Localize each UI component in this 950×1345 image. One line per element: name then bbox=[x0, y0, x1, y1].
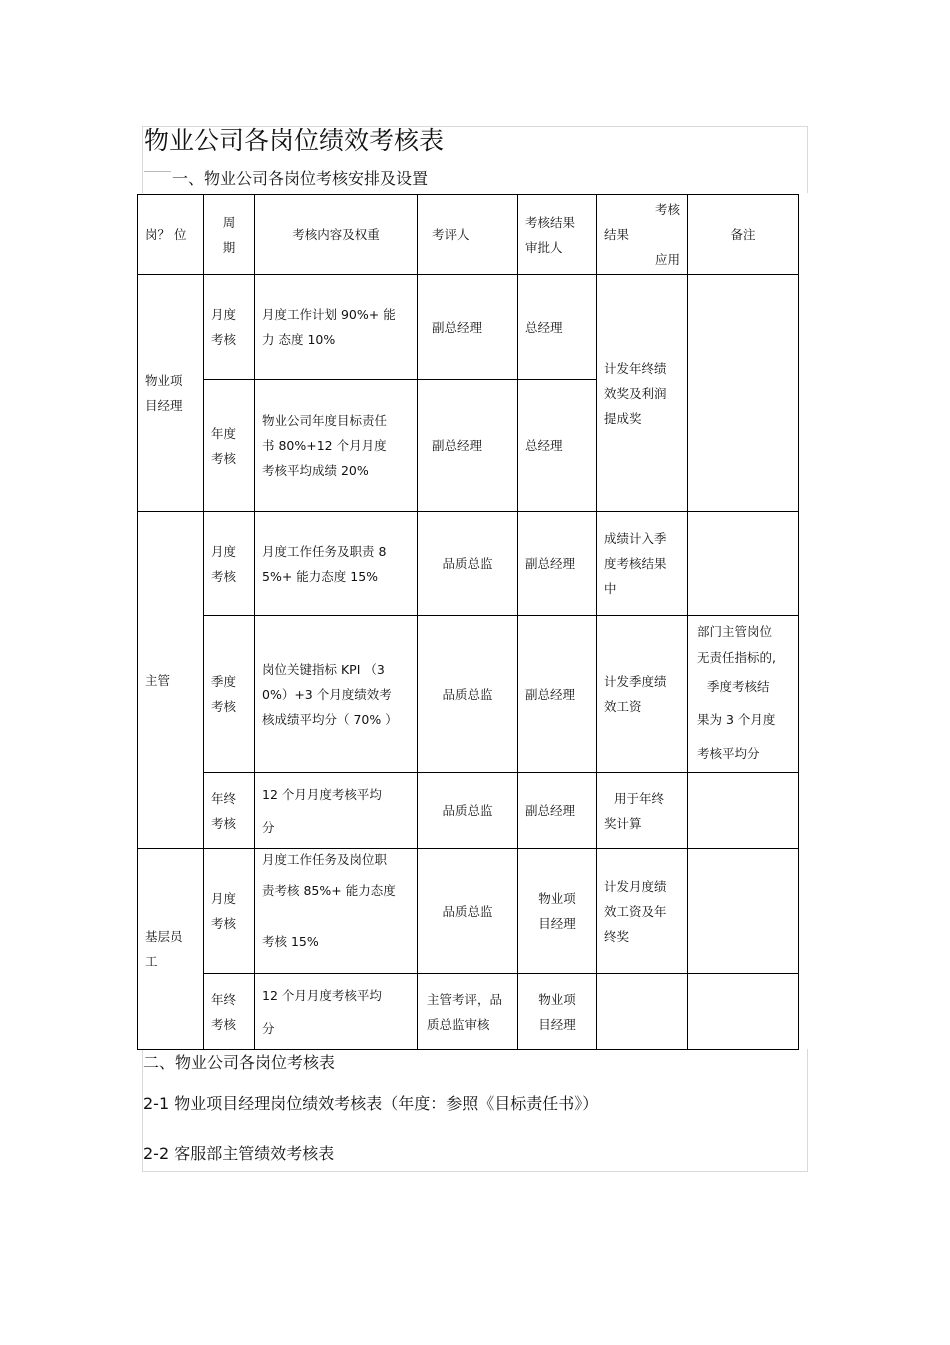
header-post: 岗？ 位 bbox=[138, 195, 204, 275]
result-line-2: 度考核结果 bbox=[604, 556, 667, 571]
result-line-2: 效工资 bbox=[604, 699, 642, 714]
approver-line-1: 物业项 bbox=[538, 891, 576, 906]
result-application-cell bbox=[597, 616, 688, 773]
approver-cell: 副总经理 bbox=[518, 616, 597, 773]
content-line-2: 力 态度 10% bbox=[262, 332, 336, 347]
content-cell bbox=[255, 849, 418, 974]
table-row bbox=[138, 773, 799, 849]
result-line-1: 计发年终绩 bbox=[604, 360, 667, 376]
remark-line-3: 季度考核结 bbox=[707, 678, 770, 694]
remark-cell bbox=[688, 275, 799, 512]
result-line-3: 提成奖 bbox=[604, 410, 642, 426]
evaluator-cell: 品质总监 bbox=[418, 773, 518, 849]
period-cell bbox=[204, 616, 255, 773]
content-cell bbox=[255, 380, 418, 512]
assessment-arrangement-table bbox=[137, 194, 799, 1050]
post-basic-staff bbox=[138, 849, 204, 1050]
period-line-1: 年终 bbox=[211, 790, 237, 806]
post-line-2: 工 bbox=[145, 954, 158, 969]
header-approver-line-1: 考核结果 bbox=[525, 214, 576, 230]
period-line-1: 月度 bbox=[211, 891, 237, 906]
approver-cell: 总经理 bbox=[518, 380, 597, 512]
period-line-2: 考核 bbox=[211, 332, 237, 347]
period-cell bbox=[204, 974, 255, 1050]
remark-cell bbox=[688, 849, 799, 974]
header-approver bbox=[518, 195, 597, 275]
content-line-1: 12 个月月度考核平均 bbox=[262, 987, 382, 1003]
header-period bbox=[204, 195, 255, 275]
approver-line-2: 目经理 bbox=[538, 1016, 576, 1032]
content-cell bbox=[255, 773, 418, 849]
period-cell bbox=[204, 512, 255, 616]
approver-cell bbox=[518, 849, 597, 974]
section-1-heading: 一、物业公司各岗位考核安排及设置 bbox=[172, 169, 429, 188]
content-line-1: 月度工作任务及职责 8 bbox=[262, 543, 387, 559]
result-line-2: 效奖及利润 bbox=[604, 385, 667, 401]
content-line-2: 分 bbox=[262, 819, 275, 835]
result-line-1: 计发月度绩 bbox=[604, 878, 667, 894]
content-cell bbox=[255, 275, 418, 380]
content-line-3: 考核 15% bbox=[262, 934, 319, 949]
period-line-1: 季度 bbox=[211, 674, 237, 689]
content-line-1: 月度工作计划 90%+ 能 bbox=[262, 307, 396, 322]
period-line-2: 考核 bbox=[211, 815, 237, 831]
period-cell bbox=[204, 275, 255, 380]
post-supervisor: 主管 bbox=[138, 512, 204, 849]
result-application-cell bbox=[597, 275, 688, 512]
period-line-1: 月度 bbox=[211, 543, 237, 559]
header-approver-line-2: 审批人 bbox=[525, 239, 563, 255]
section-2-heading: 二、物业公司各岗位考核表 bbox=[143, 1053, 336, 1072]
content-line-3: 核成绩平均分（ 70% ） bbox=[262, 711, 398, 727]
evaluator-cell: 品质总监 bbox=[418, 849, 518, 974]
result-line-3: 中 bbox=[604, 581, 617, 596]
approver-line-2: 目经理 bbox=[538, 916, 576, 931]
period-line-2: 考核 bbox=[211, 568, 237, 584]
period-line-2: 考核 bbox=[211, 1016, 237, 1032]
period-cell bbox=[204, 849, 255, 974]
content-line-2: 5%+ 能力态度 15% bbox=[262, 568, 379, 584]
content-line-2: 书 80%+12 个月月度 bbox=[262, 438, 387, 453]
content-line-2: 责考核 85%+ 能力态度 bbox=[262, 883, 396, 898]
evaluator-cell: 品质总监 bbox=[418, 616, 518, 773]
remark-cell bbox=[688, 773, 799, 849]
period-line-1: 年度 bbox=[211, 425, 237, 441]
header-result-line-2: 结果 bbox=[604, 227, 630, 242]
approver-cell: 总经理 bbox=[518, 275, 597, 380]
header-row bbox=[138, 195, 799, 275]
period-cell bbox=[204, 773, 255, 849]
remark-line-5: 考核平均分 bbox=[697, 745, 760, 761]
period-line-2: 考核 bbox=[211, 699, 237, 714]
result-line-1: 用于年终 bbox=[614, 790, 665, 806]
approver-cell: 副总经理 bbox=[518, 512, 597, 616]
heading-rule bbox=[144, 171, 171, 172]
content-line-2: 0%）+3 个月度绩效考 bbox=[262, 686, 392, 702]
remark-line-1: 部门主管岗位 bbox=[697, 623, 773, 639]
approver-cell bbox=[518, 974, 597, 1050]
remark-line-4: 果为 3 个月度 bbox=[697, 711, 776, 727]
remark-cell bbox=[688, 512, 799, 616]
result-application-cell bbox=[597, 974, 688, 1050]
result-application-cell bbox=[597, 849, 688, 974]
period-line-1: 月度 bbox=[211, 307, 237, 322]
post-line-1: 物业项 bbox=[145, 373, 183, 388]
content-cell bbox=[255, 616, 418, 773]
evaluator-cell: 品质总监 bbox=[418, 512, 518, 616]
table-row bbox=[138, 512, 799, 616]
header-remark: 备注 bbox=[688, 195, 799, 275]
evaluator-cell bbox=[418, 974, 518, 1050]
header-period-line-2: 期 bbox=[222, 239, 236, 255]
document-title: 物业公司各岗位绩效考核表 bbox=[144, 126, 445, 155]
table-row bbox=[138, 974, 799, 1050]
item-2-1: 2-1 物业项目经理岗位绩效考核表（年度：参照《目标责任书》） bbox=[143, 1094, 599, 1113]
period-line-2: 考核 bbox=[211, 450, 237, 466]
header-result-line-3: 应用 bbox=[654, 252, 680, 267]
remark-cell bbox=[688, 616, 799, 773]
evaluator-line-1: 主管考评，品 bbox=[427, 991, 503, 1007]
period-cell bbox=[204, 380, 255, 512]
evaluator-line-2: 质总监审核 bbox=[427, 1016, 490, 1032]
content-line-3: 考核平均成绩 20% bbox=[262, 463, 369, 478]
result-line-1: 计发季度绩 bbox=[604, 674, 667, 689]
result-line-2: 奖计算 bbox=[604, 815, 642, 831]
content-cell bbox=[255, 512, 418, 616]
table-row bbox=[138, 275, 799, 380]
content-line-2: 分 bbox=[262, 1020, 275, 1036]
approver-cell: 副总经理 bbox=[518, 773, 597, 849]
header-content: 考核内容及权重 bbox=[255, 195, 418, 275]
post-line-1: 基层员 bbox=[145, 929, 183, 944]
content-line-1: 物业公司年度目标责任 bbox=[262, 413, 388, 428]
table-row bbox=[138, 849, 799, 974]
post-project-manager bbox=[138, 275, 204, 512]
header-evaluator: 考评人 bbox=[418, 195, 518, 275]
period-line-1: 年终 bbox=[211, 991, 237, 1007]
post-line-2: 目经理 bbox=[145, 398, 183, 413]
header-period-line-1: 周 bbox=[222, 214, 236, 230]
result-line-2: 效工资及年 bbox=[604, 903, 667, 919]
evaluator-cell: 副总经理 bbox=[418, 380, 518, 512]
content-line-1: 月度工作任务及岗位职 bbox=[262, 852, 388, 867]
remark-line-2: 无责任指标的, bbox=[697, 649, 776, 665]
evaluator-cell: 副总经理 bbox=[418, 275, 518, 380]
result-line-1: 成绩计入季 bbox=[604, 531, 667, 546]
approver-line-1: 物业项 bbox=[538, 991, 576, 1007]
header-result-application bbox=[597, 195, 688, 275]
header-result-line-1: 考核 bbox=[654, 202, 680, 217]
content-cell bbox=[255, 974, 418, 1050]
result-application-cell bbox=[597, 512, 688, 616]
result-application-cell bbox=[597, 773, 688, 849]
table-row bbox=[138, 616, 799, 773]
content-line-1: 12 个月月度考核平均 bbox=[262, 786, 382, 802]
result-line-3: 终奖 bbox=[604, 928, 630, 944]
period-line-2: 考核 bbox=[211, 916, 237, 931]
content-line-1: 岗位关键指标 KPI （3 bbox=[262, 661, 385, 677]
item-2-2: 2-2 客服部主管绩效考核表 bbox=[143, 1144, 335, 1163]
remark-cell bbox=[688, 974, 799, 1050]
